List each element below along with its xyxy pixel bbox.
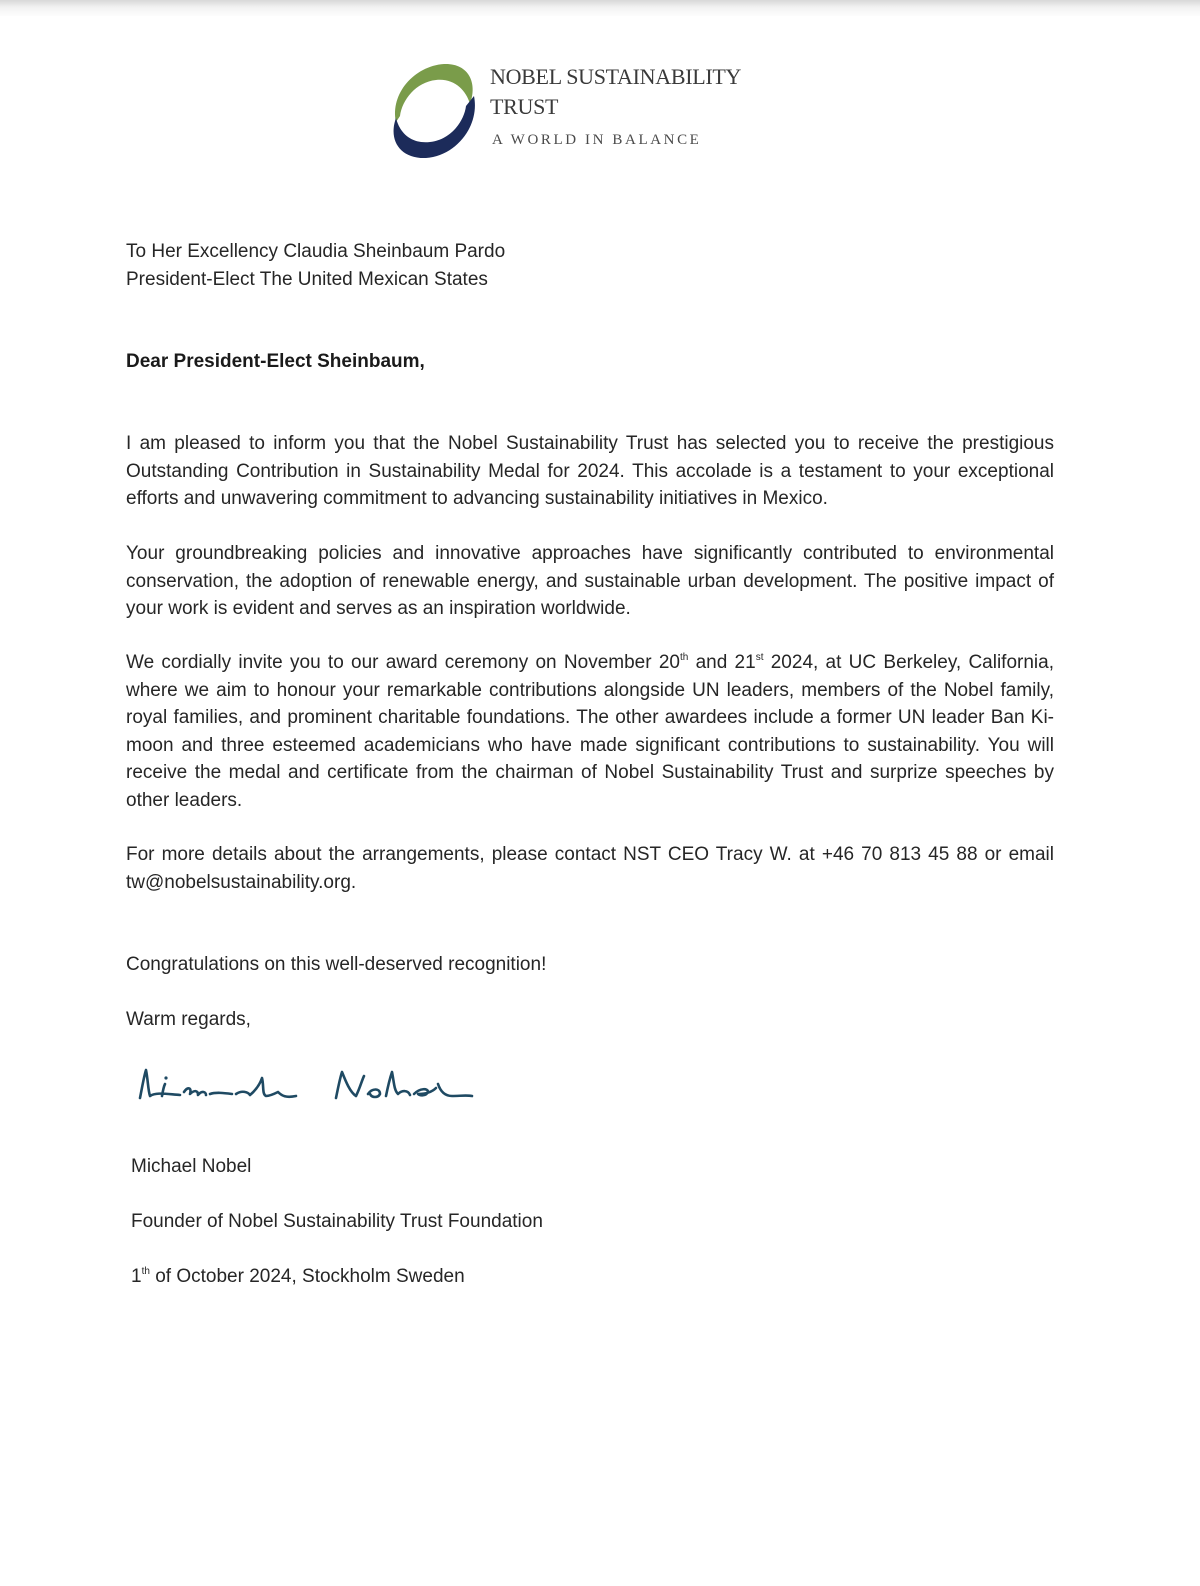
paragraph-selection-announcement: I am pleased to inform you that the Nobel Sustainability Trust has selected you to receive the prestigious Outstanding Contribution in Sustainability Medal for 2024. This accolade is a testament to your exceptional efforts and unwavering commitment to advancing sustainability initiatives in Mexico. bbox=[126, 433, 1054, 509]
contact-email: tw@nobelsustainability.org bbox=[126, 871, 351, 893]
ordinal-suffix-20th: th bbox=[679, 652, 689, 663]
contact-end: . bbox=[350, 871, 357, 893]
addressee-line1: To Her Excellency Claudia Sheinbaum Pardo bbox=[126, 241, 506, 262]
letter-date-place bbox=[131, 1263, 1059, 1291]
salutation: Dear President-Elect Sheinbaum, bbox=[126, 351, 425, 372]
organization-logo bbox=[386, 58, 746, 162]
closing-regards: Warm regards, bbox=[126, 1009, 251, 1030]
addressee-block bbox=[126, 238, 1054, 293]
paragraph-achievements: Your groundbreaking policies and innovative approaches have significantly contributed to environmental conservation, the adoption of renewable energy, and sustainable urban development. The positive impact of your work is evident and serves as an inspiration worldwide. bbox=[126, 543, 1054, 619]
signatory-name: Michael Nobel bbox=[131, 1156, 252, 1177]
organization-name bbox=[490, 62, 741, 122]
date-ordinal-suffix: th bbox=[141, 1266, 150, 1277]
ceremony-text-part3: 2024, at UC Berkeley, California, where we aim to honour your remarkable contributions alongside UN leaders, members of the Nobel family, royal families, and prominent charitable foundations. The other awardees include a former UN leader Ban Ki-moon and three esteemed academicians who have made significant contributions to sustainability. You will receive the medal and certificate from the chairman of Nobel Sustainability Trust and surprize speeches by other leaders. bbox=[126, 652, 1054, 811]
contact-text: For more details about the arrangements, please contact NST CEO Tracy W. at +46 70 813 45 88 or email bbox=[126, 844, 1054, 865]
ceremony-text-part2: and 21 bbox=[688, 652, 756, 673]
organization-tagline: A WORLD IN BALANCE bbox=[492, 132, 702, 148]
handwritten-signature-icon bbox=[136, 1062, 476, 1110]
organization-name-line1: NOBEL SUSTAINABILITY bbox=[490, 64, 742, 89]
signatory-title: Founder of Nobel Sustainability Trust Foundation bbox=[131, 1211, 543, 1232]
paragraph-contact-details bbox=[126, 841, 1054, 896]
logo-swirl-icon bbox=[386, 60, 478, 160]
ceremony-text-part1: We cordially invite you to our award ceremony on November 20 bbox=[126, 652, 680, 673]
date-rest: of October 2024, Stockholm Sweden bbox=[149, 1266, 465, 1287]
date-day: 1 bbox=[131, 1266, 142, 1287]
paragraph-ceremony-invitation bbox=[126, 649, 1054, 814]
addressee-line2: President-Elect The United Mexican States bbox=[126, 268, 488, 290]
ordinal-suffix-21st: st bbox=[755, 652, 764, 663]
organization-name-line2: TRUST bbox=[490, 94, 559, 119]
closing-congratulations: Congratulations on this well-deserved recognition! bbox=[126, 954, 547, 975]
